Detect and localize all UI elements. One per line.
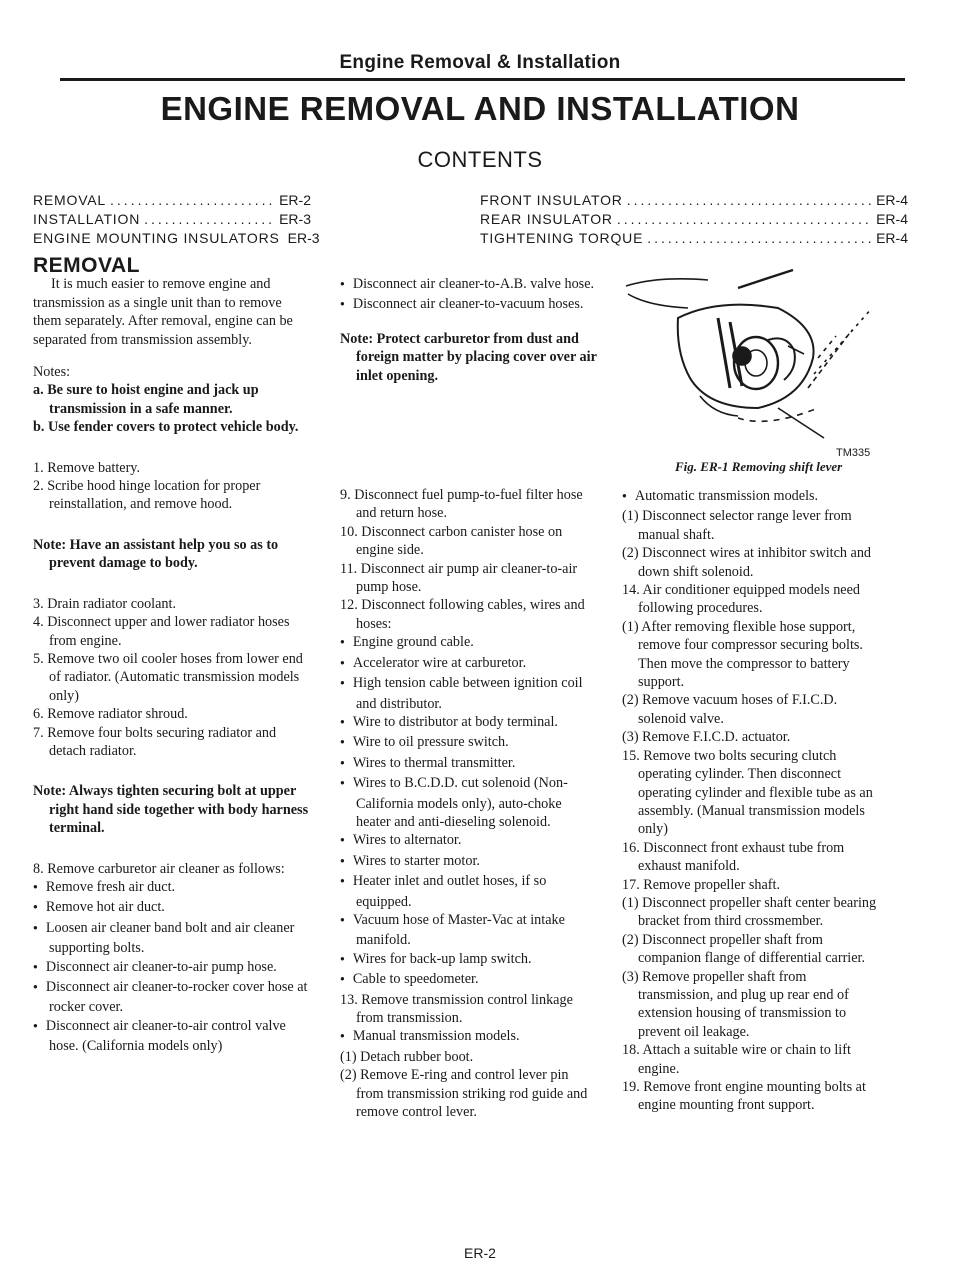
step-18: 18. Attach a suitable wire or chain to lift engine. bbox=[622, 1042, 851, 1077]
page-title: ENGINE REMOVAL AND INSTALLATION bbox=[160, 90, 800, 127]
propeller-substep-2: (2) Disconnect propeller shaft from companion flange of differential carrier. bbox=[622, 931, 866, 967]
toc-entry-front-insulator bbox=[480, 191, 908, 210]
toc-label: REMOVAL bbox=[33, 192, 107, 208]
ac-substep-3: (3) Remove F.I.C.D. actuator. bbox=[622, 729, 791, 746]
step-1: 1. Remove battery. bbox=[33, 459, 141, 476]
toc-entry-rear-insulator bbox=[480, 210, 908, 229]
toc-page: ER-4 bbox=[876, 230, 908, 246]
figure-id: TM335 bbox=[836, 447, 871, 459]
toc-page: ER-2 bbox=[279, 192, 311, 208]
figure-caption: Fig. ER-1 Removing shift lever bbox=[675, 459, 843, 474]
bullet-item: ● Disconnect air cleaner-to-A.B. valve hose. bbox=[340, 275, 598, 295]
propeller-substep-3: (3) Remove propeller shaft from transmission, and plug up rear end of extension housing of transmission to prevent oil leakage. bbox=[622, 968, 849, 1040]
bullet-item: ● Wires to starter motor. bbox=[340, 852, 598, 872]
step-16: 16. Disconnect front exhaust tube from exhaust manifold. bbox=[622, 839, 845, 875]
bullet-item: ● Wire to distributor at body terminal. bbox=[340, 713, 598, 733]
step-19: 19. Remove front engine mounting bolts at engine mounting front support. bbox=[622, 1079, 866, 1114]
step-9: 9. Disconnect fuel pump-to-fuel filter hose and return hose. bbox=[340, 487, 583, 522]
section-heading-removal: REMOVAL bbox=[33, 254, 140, 277]
notes-label: Notes: bbox=[33, 364, 71, 381]
bullet-manual-transmission: ● Manual transmission models. bbox=[340, 1027, 598, 1047]
bullet-item: ● Vacuum hose of Master-Vac at intake manifold. bbox=[340, 911, 598, 950]
note-a: a. Be sure to hoist engine and jack up transmission in a safe manner. bbox=[33, 382, 259, 417]
note-tighten: Note: Always tighten securing bolt at upper right hand side together with body harness terminal. bbox=[33, 783, 309, 837]
contents-right bbox=[480, 191, 908, 248]
column-3 bbox=[622, 487, 880, 1115]
step-14: 14. Air conditioner equipped models need following procedures. bbox=[622, 582, 860, 617]
bullet-item: ● Disconnect air cleaner-to-air control valve hose. (California models only) bbox=[33, 1017, 309, 1056]
step-8: 8. Remove carburetor air cleaner as follows: bbox=[33, 860, 285, 877]
bullet-item: ● Wires for back-up lamp switch. bbox=[340, 950, 598, 970]
toc-page: ER-3 bbox=[279, 211, 311, 227]
note-b: b. Use fender covers to protect vehicle body. bbox=[33, 419, 299, 436]
ac-substep-2: (2) Remove vacuum hoses of F.I.C.D. solenoid valve. bbox=[622, 692, 838, 727]
propeller-substep-1: (1) Disconnect propeller shaft center bearing bracket from third crossmember. bbox=[622, 894, 877, 930]
bullet-item: ● Wire to oil pressure switch. bbox=[340, 733, 598, 753]
bullet-item: ● Remove hot air duct. bbox=[33, 898, 309, 918]
auto-substep-1: (1) Disconnect selector range lever from manual shaft. bbox=[622, 508, 852, 543]
shift-lever-illustration bbox=[618, 258, 890, 458]
toc-entry-tightening-torque bbox=[480, 229, 908, 248]
bullet-item: ● Remove fresh air duct. bbox=[33, 878, 309, 898]
toc-entry-removal bbox=[33, 191, 311, 210]
figure-shift-lever bbox=[618, 258, 890, 458]
header-rule bbox=[60, 78, 905, 81]
bullet-item: ● High tension cable between ignition coil and distributor. bbox=[340, 674, 598, 713]
step-2: 2. Scribe hood hinge location for proper reinstallation, and remove hood. bbox=[33, 478, 261, 513]
toc-label: FRONT INSULATOR bbox=[480, 192, 623, 208]
running-header: Engine Removal & Installation bbox=[339, 52, 621, 73]
substep-2: (2) Remove E-ring and control lever pin from transmission striking rod guide and remove control lever. bbox=[340, 1067, 588, 1121]
bullet-item: ● Disconnect air cleaner-to-air pump hose. bbox=[33, 958, 309, 978]
step-12: 12. Disconnect following cables, wires and hoses: bbox=[340, 597, 585, 632]
toc-label: REAR INSULATOR bbox=[480, 211, 613, 227]
toc-label: INSTALLATION bbox=[33, 211, 141, 227]
toc-page: ER-4 bbox=[876, 192, 908, 208]
contents-left bbox=[33, 191, 320, 248]
step-6: 6. Remove radiator shroud. bbox=[33, 706, 188, 723]
toc-entry-installation bbox=[33, 210, 311, 229]
bullet-item: ● Heater inlet and outlet hoses, if so equipped. bbox=[340, 872, 598, 911]
column-2 bbox=[340, 257, 598, 1121]
toc-page: ER-4 bbox=[876, 211, 908, 227]
step-7: 7. Remove four bolts securing radiator and detach radiator. bbox=[33, 724, 277, 759]
step-3: 3. Drain radiator coolant. bbox=[33, 595, 177, 612]
step-10: 10. Disconnect carbon canister hose on engine side. bbox=[340, 523, 563, 559]
note-protect-carburetor: Note: Protect carburetor from dust and foreign matter by placing cover over air inlet opening. bbox=[340, 330, 597, 384]
bullet-item: ● Wires to alternator. bbox=[340, 831, 598, 851]
bullet-item: ● Wires to thermal transmitter. bbox=[340, 754, 598, 774]
page-number: ER-2 bbox=[464, 1245, 496, 1261]
contents-heading: CONTENTS bbox=[417, 147, 543, 172]
bullet-item: ● Loosen air cleaner band bolt and air cleaner supporting bolts. bbox=[33, 919, 309, 958]
toc-entry-mounting-insulators bbox=[33, 229, 320, 248]
toc-page: ER-3 bbox=[287, 230, 320, 246]
toc-label: ENGINE MOUNTING INSULATORS bbox=[33, 230, 280, 246]
bullet-item: ● Cable to speedometer. bbox=[340, 970, 598, 990]
step-11: 11. Disconnect air pump air cleaner-to-air pump hose. bbox=[340, 560, 578, 596]
step-4: 4. Disconnect upper and lower radiator hoses from engine. bbox=[33, 614, 290, 649]
bullet-item: ● Wires to B.C.D.D. cut solenoid (Non-California models only), auto-choke heater and anti-dieseling solenoid. bbox=[340, 774, 598, 831]
bullet-item: ● Accelerator wire at carburetor. bbox=[340, 654, 598, 674]
step-17: 17. Remove propeller shaft. bbox=[622, 876, 780, 893]
step-13: 13. Remove transmission control linkage from transmission. bbox=[340, 991, 573, 1026]
auto-substep-2: (2) Disconnect wires at inhibitor switch and down shift solenoid. bbox=[622, 545, 872, 580]
step-15: 15. Remove two bolts securing clutch operating cylinder. Then disconnect operating cylinder and flexible tube as an assembly. (Manual transmission models only) bbox=[622, 747, 873, 838]
intro-paragraph: It is much easier to remove engine and transmission as a single unit than to remove them separately. After removal, engine can be separated from transmission assembly. bbox=[33, 276, 293, 348]
step-5: 5. Remove two oil cooler hoses from lower end of radiator. (Automatic transmission models only) bbox=[33, 650, 303, 704]
toc-label: TIGHTENING TORQUE bbox=[480, 230, 644, 246]
column-1 bbox=[33, 254, 309, 1056]
ac-substep-1: (1) After removing flexible hose support, remove four compressor securing bolts. Then move the compressor to battery support. bbox=[622, 618, 863, 691]
bullet-item: ● Disconnect air cleaner-to-vacuum hoses. bbox=[340, 295, 598, 315]
bullet-item: ● Engine ground cable. bbox=[340, 633, 598, 653]
note-assistant: Note: Have an assistant help you so as to prevent damage to body. bbox=[33, 536, 279, 572]
substep-1: (1) Detach rubber boot. bbox=[340, 1048, 474, 1065]
bullet-item: ● Disconnect air cleaner-to-rocker cover hose at rocker cover. bbox=[33, 978, 309, 1017]
bullet-automatic-transmission: ● Automatic transmission models. bbox=[622, 487, 880, 507]
